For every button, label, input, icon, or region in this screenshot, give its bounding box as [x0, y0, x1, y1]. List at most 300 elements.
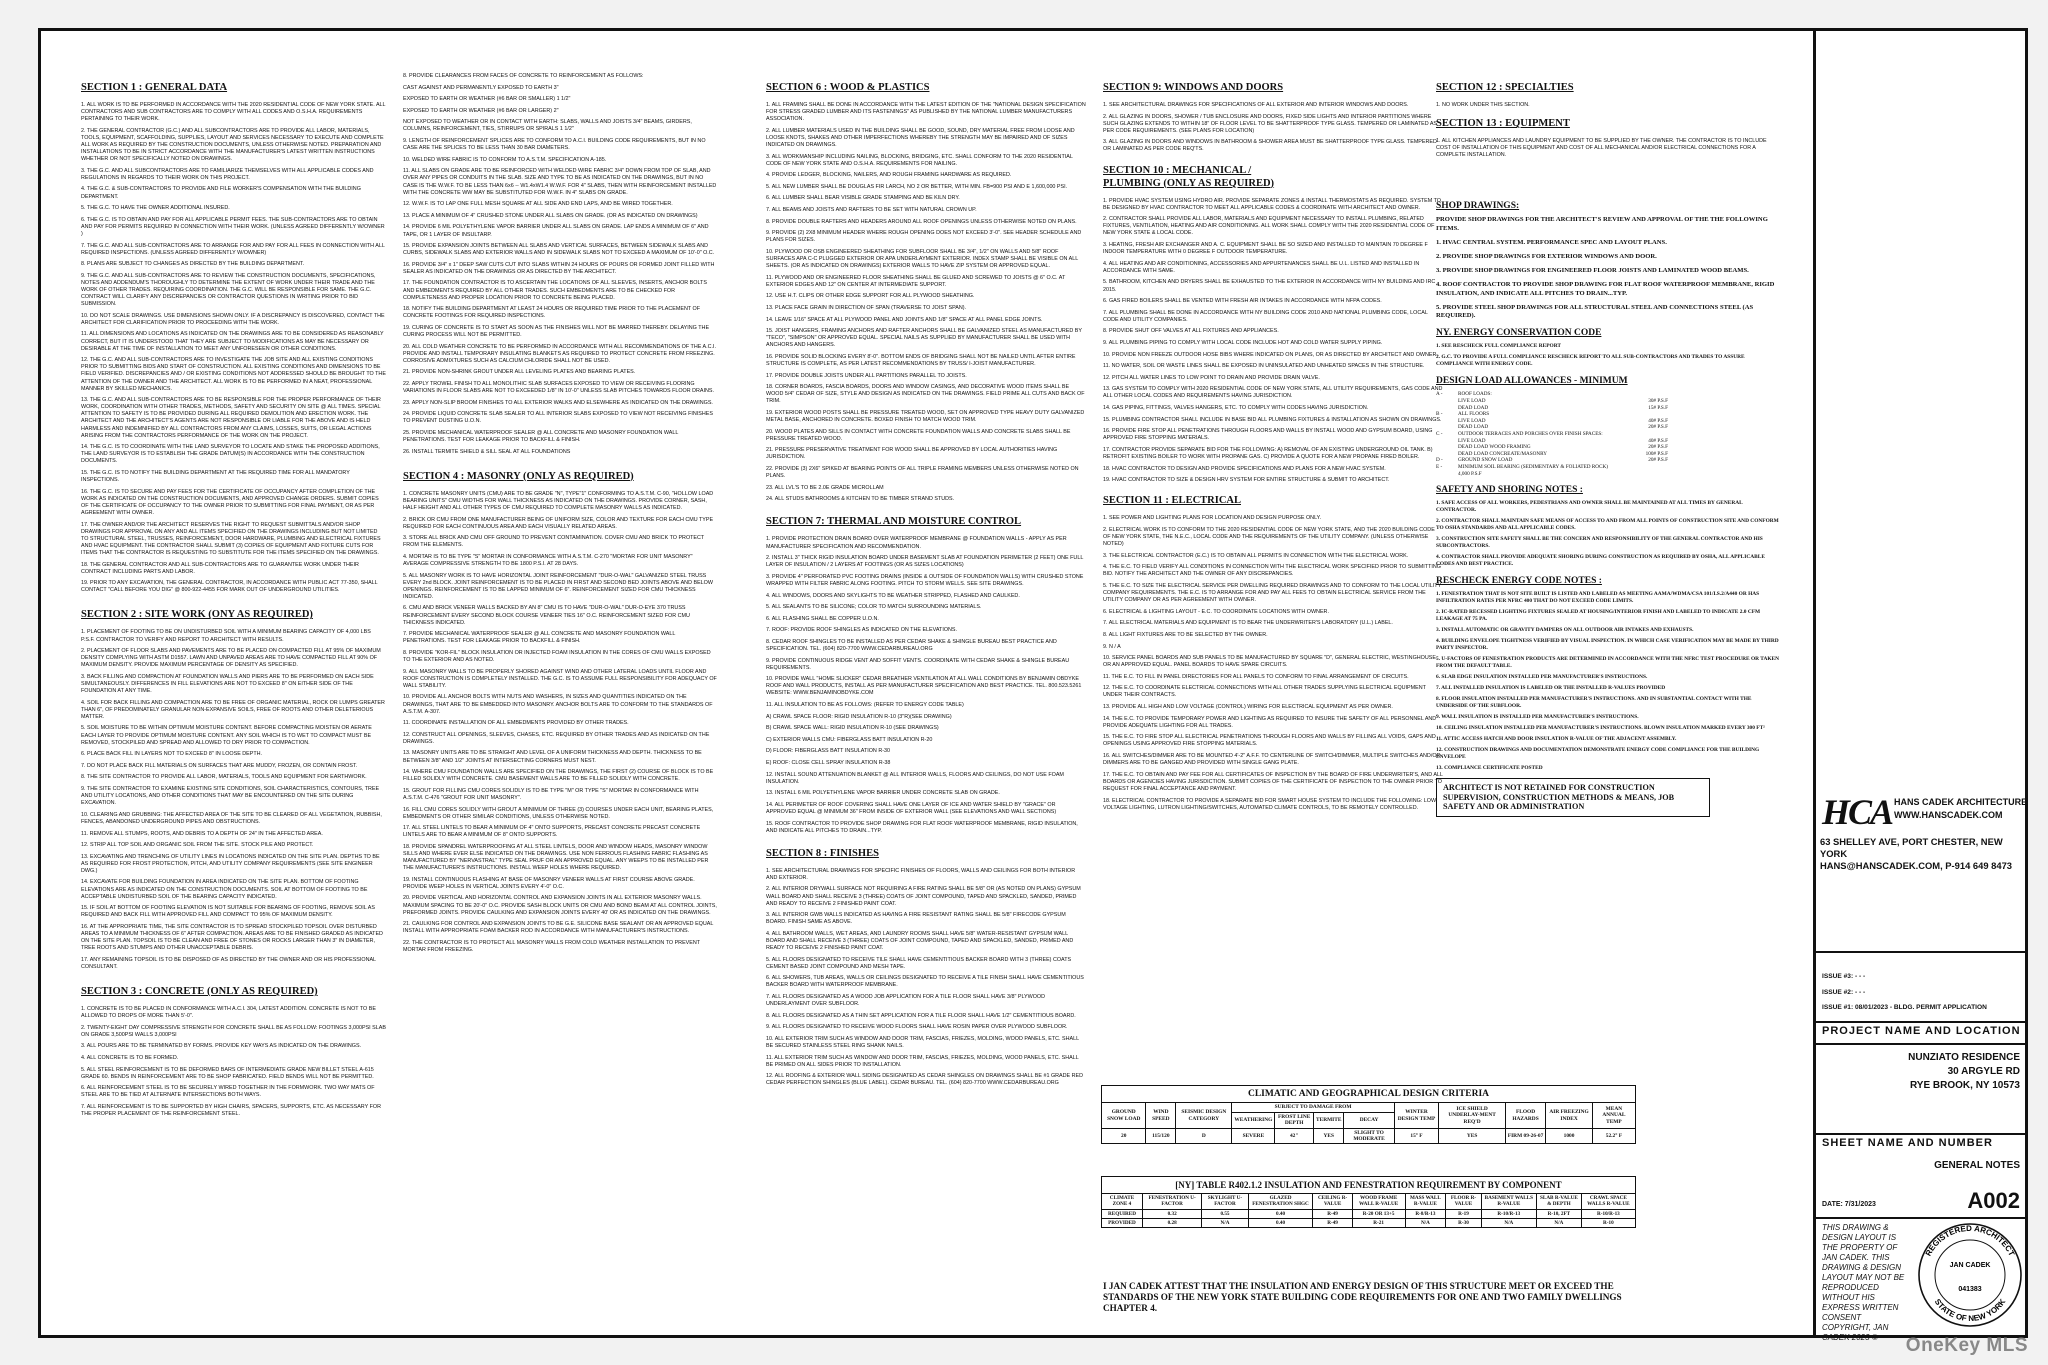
section-10-notes — [1103, 198, 1443, 485]
column-specialties-energy — [1436, 73, 1781, 817]
design-load-row — [1436, 444, 1781, 451]
design-load-value — [1608, 431, 1668, 438]
climate-value: 52.2° F — [1592, 1128, 1635, 1144]
design-load-label: ALL FLOORS — [1458, 411, 1490, 418]
insulation-value: R-20 OR 13+5 — [1352, 1209, 1405, 1218]
note-item: 22. THE CONTRACTOR IS TO PROTECT ALL MASONRY WALLS FROM COLD WEATHER INSTALLATION TO PREVENT MORTAR FROM FREEZING. — [403, 939, 700, 954]
climate-value: 15° F — [1394, 1128, 1439, 1144]
insulation-value: R-10, 2FT — [1537, 1209, 1582, 1218]
insulation-requirement-table — [1101, 1176, 1636, 1228]
design-load-row — [1436, 451, 1781, 458]
note-item: 5. THE G.C. TO HAVE THE OWNER ADDITIONAL INSURED. — [81, 205, 230, 212]
note-item: 2. INSTALL 3" THICK RIGID INSULATION BOARD UNDER BASEMENT SLAB AT FOUNDATION PERIMETER (2 FEET) ONE FULL LAYER OF INSULATION / 2 LAYERS AT FOOTINGS (OR AS SIZES LOCATIONS) — [766, 555, 1084, 569]
insulation-value: N/A — [1537, 1218, 1582, 1227]
seal-top-text: REGISTERED ARCHITECT — [1923, 1223, 2017, 1258]
design-load-label: OUTDOOR TERRACES AND PORCHES OVER FINISH SPACES: — [1458, 431, 1603, 438]
note-item: 5. THE E.C. TO SIZE THE ELECTRICAL SERVICE PER DWELLING REQUIRED DRAWINGS AND TO CONFORM TO THE LOCAL UTILITY COMPANY REQUIREMENTS. THE E.C. IS TO ARRANGE FOR AND PAY ALL FEES TO OBTAIN ELECTRICAL SERVICE FROM THE UTILITY COMPANY OR AS PER AGREEMENT WITH OWNER. — [1103, 582, 1441, 604]
note-item: 23. APPLY NON-SLIP BROOM FINISHES TO ALL EXTERIOR WALKS AND ELSEWHERE AS INDICATED ON THE DRAWINGS. — [403, 399, 713, 406]
note-item: 9. WALL INSULATION IS INSTALLED PER MANUFACTURER'S INSTRUCTIONS. — [1436, 714, 1639, 721]
design-load-value: 15# P.S.F — [1648, 404, 1668, 411]
note-item: 14. WHERE CMU FOUNDATION WALLS ARE SPECIFIED ON THE DRAWINGS, THE FIRST (2) COURSE OF BLOCK IS TO BE FILLED SOLIDLY WITH CONCRETE. CMU BASEMENT WALLS ARE TO BE FILLED SOLIDLY WITH CONCRETE. — [403, 769, 714, 783]
climate-value: YES — [1314, 1128, 1344, 1144]
note-item: 17. ALL STEEL LINTELS TO BEAR A MINIMUM OF 4" ONTO SUPPORTS, PRECAST CONCRETE PRECAST CONCRETE LINTELS ARE TO BEAR A MINIMUM OF 8" ONTO SUPPORTS. — [403, 825, 701, 839]
climate-value: D — [1176, 1128, 1232, 1144]
note-item: 7. THE G.C. AND ALL SUB-CONTRACTORS ARE TO ARRANGE FOR AND PAY FOR ALL FEES IN CONNECTION WITH ALL REQUIRED INSPECTIONS. (UNLESS AGREED DIFFERENTLY W/OWNER) — [81, 242, 385, 256]
note-item: 17. PROVIDE DOUBLE JOISTS UNDER ALL PARTITIONS PARALLEL TO JOISTS. — [766, 372, 967, 379]
note-item: 5. ALL SEALANTS TO BE SILICONE; COLOR TO MATCH SURROUNDING MATERIALS. — [766, 604, 982, 611]
rescheck-notes — [1436, 591, 1781, 772]
energy-code-title: NY. ENERGY CONSERVATION CODE — [1436, 328, 1602, 339]
note-item: 10. PROVIDE NON FREEZE OUTDOOR HOSE BIBS WHERE INDICATED ON PLANS, OR AS DIRECTED BY ARCHITECT AND OWNER. — [1103, 351, 1438, 358]
insulation-header: FLOOR R-VALUE — [1446, 1194, 1481, 1209]
note-item: 9. ALL FLOORS DESIGNATED TO RECEIVE WOOD FLOORS SHALL HAVE ROSIN PAPER OVER PLYWOOD SUBFLOOR. — [766, 1024, 1068, 1031]
note-item: 19. EXTERIOR WOOD POSTS SHALL BE PRESSURE TREATED WOOD, SET ON APPROVED TYPE HEAVY DUTY GALVANIZED METAL BASE, ANCHORED IN CONCRETE. BOXED FINISH TO MATCH WOOD TRIM. — [766, 410, 1085, 424]
insulation-value: R-30 — [1446, 1218, 1481, 1227]
climate-value: YES — [1439, 1128, 1505, 1144]
section-6-title: SECTION 6 : WOOD & PLASTICS — [766, 82, 930, 93]
design-load-value: 40# P.S.F — [1648, 437, 1668, 444]
note-item: 9. N / A — [1103, 643, 1121, 650]
note-item: 16. PROVIDE SOLID BLOCKING EVERY 8'-0". BOTTOM ENDS OF BRIDGING SHALL NOT BE NAILED UNTIL AFTER ENTIRE STRUCTURE IS COMPLETE, AS PER LATEST RECOMMENDATIONS BY TRUSS/ I-JOIST MANUFACTURER. — [766, 353, 1076, 368]
seal-name: JAN CADEK — [1949, 1262, 1991, 1269]
section-13-title: SECTION 13 : EQUIPMENT — [1436, 118, 1570, 130]
note-item: 10. PLYWOOD OR OSB ENGINEERED SHEATHING FOR SUBFLOOR SHALL BE 3/4", 1/2" ON WALLS AND 5/8" ROOF SURFACES APA C-C PLUGGED EXTERIOR OR APA UNDERLAYMENT EXTERIOR. INDEX STAMP SHALL BE VISIBLE ON ALL SHEETS. (OR AS INDICATED ON DRAWINGS) EXTERIOR WALLS TO HAVE ZIP SYSTEM OR APPROVED EQUAL. — [766, 248, 1079, 270]
note-item: 8. PROVIDE SHUT OFF VALVES AT ALL FIXTURES AND APPLIANCES. — [1103, 328, 1279, 335]
note-item: 12. THE G.C. AND ALL SUB-CONTRACTORS ARE TO INVESTIGATE THE JOB SITE AND ALL EXISTING CONDITIONS PRIOR TO SUBMITTING BIDS AND START OF CONSTRUCTION. ALL EXISTING CONDITIONS AND DIMENSIONS TO BE FIELD VERIFIED. DISCREPANCIES AND / OR EXISTING CONDITIONS NOT ADDRESSED SHOULD BE BROUGHT TO THE ATTENTION OF THE OWNER AND THE ARCHITECT. ALL WORK IS TO BE PERFORMED IN A NEAT, PROFESSIONAL MANNER BY SKILLED MECHANICS. — [81, 357, 386, 392]
design-load-label: DEAD LOAD — [1458, 404, 1489, 411]
climate-subheader: DECAY — [1344, 1112, 1394, 1128]
climate-header: SEISMIC DESIGN CATEGORY — [1176, 1103, 1232, 1128]
insulation-header: GLAZED FENESTRATION SHGC — [1248, 1194, 1313, 1209]
note-item: E) ROOF: CLOSE CELL SPRAY INSULATION R-38 — [766, 760, 891, 766]
note-item: 19. HVAC CONTRACTOR TO SIZE & DESIGN HRV SYSTEM FOR ENTIRE STRUCTURE & SUBMIT TO ARCHITECT. — [1103, 477, 1390, 484]
design-load-row — [1436, 405, 1781, 412]
note-item: 5. ALL FLOORS DESIGNATED TO RECEIVE TILE SHALL HAVE CEMENTITIOUS BACKER BOARD WITH 3 (THREE) COATS CEMENT BASED JOINT COMPOUND AND MESH TAPE. — [766, 956, 1072, 970]
note-item: 5. BATHROOM, KITCHEN AND DRYERS SHALL BE EXHAUSTED TO THE EXTERIOR IN ACCORDANCE WITH NY BUILDING AND IRC 2015. — [1103, 279, 1436, 293]
note-item: 1. PROVIDE HVAC SYSTEM USING HYDRO AIR. PROVIDE SEPARATE ZONES & INSTALL THERMOSTATS AS REQUIRED. SYSTEM TO BE DESIGNED BY HVAC CONTRACTOR TO MEET ALL APPLICABLE CODES & COORDINATE WITH ARCHITECT AND OWNER. — [1103, 197, 1441, 211]
note-item: 9. LENGTH OF REINFORCEMENT SPLICES ARE TO CONFORM TO A.C.I. BUILDING CODE REQUIREMENTS, BUT IN NO CASE ARE THE SPLICES TO BE LESS THAN 30 BAR DIAMETERS. — [403, 138, 706, 152]
note-item: 1. HVAC CENTRAL SYSTEM. PERFORMANCE SPEC AND LAYOUT PLANS. — [1436, 238, 1667, 246]
design-load-value: 40# P.S.F — [1648, 417, 1668, 424]
note-item: 13. PROVIDE ALL HIGH AND LOW VOLTAGE (CONTROL) WIRING FOR ELECTRICAL EQUIPMENT AS PER OWNER. — [1103, 704, 1393, 711]
note-item: 6. GAS FIRED BOILERS SHALL BE VENTED WITH FRESH AIR INTAKES IN ACCORDANCE WITH NFPA CODES. — [1103, 298, 1382, 305]
insulation-required-row — [1102, 1209, 1636, 1218]
note-item: 6. CMU AND BRICK VENEER WALLS BACKED BY AN 8" CMU IS TO HAVE "DUR-O-WAL" DUR-O-EYE 370 TRUSS REINFORCEMENT EVERY SECOND BLOCK COURSE VENEER TIES 16" O.C. REINFORCEMENT SIZED FOR CMU THICKNESS INDICATED. — [403, 605, 690, 626]
safety-notes-title: SAFETY AND SHORING NOTES : — [1436, 485, 1583, 496]
note-item: 5. ALL MASONRY WORK IS TO HAVE HORIZONTAL JOINT REINFORCEMENT "DUR-O-WAL" GALVANIZED STEEL TRUSS EVERY 2nd BLOCK. JOINT REINFORCEMENT IS TO BE PLACED IN FIRST AND SECOND BED JOINTS ABOVE AND BELOW OPENINGS. REINFORCEMENT IS TO BE LAPPED MINIMUM OF 6". REINFORCEMENT SIZED FOR CMU THICKNESS INDICATED. — [403, 572, 713, 600]
design-load-label: DEAD LOAD CONCREATE/MASONRY — [1458, 450, 1548, 457]
drawing-date: DATE: 7/31/2023 — [1822, 1201, 1876, 1208]
note-item: 6. ALL SHOWERS, TUB AREAS, WALLS OR CEILINGS DESIGNATED TO RECEIVE A TILE FINISH SHALL HAVE CEMENTITIOUS BACKER BOARD WITH WATERPROOF MEMBRANE. — [766, 975, 1084, 989]
design-load-label: DEAD LOAD — [1458, 424, 1489, 431]
note-item: 14. LEAVE 1/16" SPACE AT ALL PLYWOOD PANEL AND JOINTS AND 1/8" SPACE AT ALL PANEL EDGE JOINTS. — [766, 316, 1043, 323]
note-item: 13. THE G.C. AND ALL SUB-CONTRACTORS ARE TO BE RESPONSIBLE FOR THE PROPER PERFORMANCE OF THEIR WORK, COORDINATION WITH OTHER TRADES, METHODS, SAFETY AND SECURITY ON SITE @ ALL TIMES. SPECIAL ATTENTION TO SAFETY IS TO BE PROVIDED DURING ALL REQUIRED DEMOLITION AND ERECTION WORK. THE ARCHITECT AND THE ARCHITECT'S AGENTS ARE NOT RESPONSIBLE OR LIABLE FOR THE ABOVE AND IS HELD HARMLESS AND INDEMNIFIED BY ALL CONTRACTORS FROM ANY CLAIMS, LOSSES, SUITS, OR LEGAL ACTIONS ARISING FROM THE CONTRACTORS PERFORMANCE OF THE WORK ON THE PROJECT. — [81, 397, 381, 439]
note-item: 7. ALL BEAMS AND JOISTS AND RAFTERS TO BE SET WITH NATURAL CROWN UP. — [766, 207, 977, 214]
climate-value: 115/120 — [1146, 1128, 1176, 1144]
design-load-label: ROOF LOADS: — [1458, 391, 1492, 398]
note-item: 5. ALL NEW LUMBER SHALL BE DOUGLAS FIR LARCH, NO 2 OR BETTER, WITH MIN. FB=900 PSI AND E 1,600,000 PSI. — [766, 183, 1068, 190]
note-item: 22. APPLY TROWEL FINISH TO ALL MONOLITHIC SLAB SURFACES EXPOSED TO VIEW OR RECEIVING FLOORING VARIATIONS IN FLOOR SLABS ARE NOT TO EXCEEDED 1/8" IN 10'-0" UNLESS SLAB PITCHES TOWARDS FLOOR DRAINS. — [403, 381, 715, 395]
note-item: 12. PITCH ALL WATER LINES TO LOW POINT TO DRAIN AND PROVIDE DRAIN VALVE. — [1103, 374, 1320, 381]
note-item: 2. PROVIDE SHOP DRAWINGS FOR EXTERIOR WINDOWS AND DOOR. — [1436, 253, 1657, 261]
note-item: 16. ALL SWITCHES/DIMMER ARE TO BE MOUNTED 4'-2" A.F.F. TO CENTERLINE OF SWITCH/DIMMER, MULTIPLE SWITCHES AND/OR DIMMERS ARE TO BE GANGED AND PROVIDED WITH SINGLE GANG PLATE. — [1103, 753, 1441, 767]
note-item: 7. ALL ELECTRICAL MATERIALS AND EQUIPMENT IS TO BEAR THE UNDERWRITER'S LABORATORY (U.L.) LABEL. — [1103, 620, 1393, 627]
architect-disclaimer: ARCHITECT IS NOT RETAINED FOR CONSTRUCTION SUPERVISION, CONSTRUCTION METHODS & MEANS, JOB SAFETY AND OR ADMINISTRATION — [1436, 778, 1710, 817]
climate-header: ICE SHIELD UNDERLAY-MENT REQ'D — [1439, 1103, 1505, 1128]
climate-table-caption: CLIMATIC AND GEOGRAPHICAL DESIGN CRITERIA — [1102, 1086, 1636, 1103]
note-item: 18. NOTIFY THE BUILDING DEPARTMENT AT LEAST 24 HOURS OR REQUIRED TIME PRIOR TO THE PLACEMENT OF CONCRETE FOOTINGS FOR REQUIRED INSPECTIONS. — [403, 306, 701, 320]
note-item: 10. DO NOT SCALE DRAWINGS. USE DIMENSIONS SHOWN ONLY. IF A DISCREPANCY IS DISCOVERED, CONTACT THE ARCHITECT FOR CLARIFICATION PRIOR TO PROCEEDING WITH THE WORK. — [81, 312, 385, 326]
note-item: 4. ALL HEATING AND AIR CONDITIONING, ACCESSORIES AND APPURTENANCES SHALL BE U.L. LISTED AND INSTALLED IN ACCORDANCE WITH SAME. — [1103, 260, 1420, 274]
note-item: 2. PLACEMENT OF FLOOR SLABS AND PAVEMENTS ARE TO BE PLACED ON COMPACTED FILL AT 95% OF MAXIMUM DENSITY COMPLYING WITH ASTM D1557. LAWN AND UNPAVED AREAS ARE TO HAVE COMPACTED FILL AT 90% OF MAXIMUM DENSITY. PROVIDE MAXIMUM PERCENTAGE OF DENSITY AS SPECIFIED. — [81, 648, 381, 669]
note-item: 2. ALL INTERIOR DRYWALL SURFACE NOT REQUIRING A FIRE RATING SHALL BE 5/8" OR (AS NOTED ON PLANS) GYPSUM WALL BOARD AND SHALL RECEIVE 3 (THREE) COATS OF JOINT COMPOUND, TAPED AND SPACKLED, SANDED, PRIMED AND READY TO RECEIVE 2 FINISHED PAINT COAT. — [766, 886, 1081, 907]
note-item: 15. PLUMBING CONTRACTOR SHALL INCLUDE IN BASE BID ALL PLUMBING FIXTURES & INSTALLATION AS SHOWN ON DRAWINGS. — [1103, 416, 1442, 423]
insulation-header: WOOD FRAME WALL R-VALUE — [1352, 1194, 1405, 1209]
note-item: 12. THE E.C. TO COORDINATE ELECTRICAL CONNECTIONS WITH ALL OTHER TRADES SUPPLYING ELECTRICAL EQUIPMENT UNDER THEIR CONTRACTS. — [1103, 685, 1426, 699]
note-item: 1. SEE ARCHITECTURAL DRAWINGS FOR SPECIFIC FINISHES OF FLOORS, WALLS AND CEILINGS FOR BOTH INTERIOR AND EXTERIOR. — [766, 867, 1076, 881]
insulation-value: R-8/R-13 — [1405, 1209, 1446, 1218]
note-item: 10. PROVIDE WALL "HOME SLICKER" CEDAR BREATHER VENTILATION AT ALL WALL CONDITIONS BY BENJAMIN OBDYKE ROOF AND WALL PRODUCTS, INSTALL AS PER MANUFACTURER SPECIFICATION AND BEST PRACTICE. TEL. 800.523.5261 WEBSITE: WWW.BENJAMINOBDYKE.COM — [766, 676, 1082, 697]
issue-3: ISSUE #3: - - - — [1822, 973, 1866, 980]
sheet-heading: SHEET NAME AND NUMBER — [1822, 1137, 1993, 1149]
note-item: 7. ALL FLOORS DESIGNATED AS A WOOD JOB APPLICATION FOR A TILE FLOOR SHALL HAVE 3/8" PLYWOOD UNDERLAYMENT OVER SUBFLOOR. — [766, 994, 1046, 1008]
note-item: 4. ROOF CONTRACTOR TO PROVIDE SHOP DRAWING FOR FLAT ROOF WATERPROOF MEMBRANE, RIGID INSULATION, AND INDICATE ALL PITCHES TO DRAIN...TYP. — [1436, 281, 1775, 297]
note-item: 2. BRICK OR CMU FROM ONE MANUFACTURER BEING OF UNIFORM SIZE, COLOR AND TEXTURE FOR EACH CMU TYPE REQUIRED FOR EACH CONTINUOUS AREA AND EACH VISUALLY RELATED AREAS. — [403, 516, 714, 530]
note-item: 6. THE G.C. IS TO OBTAIN AND PAY FOR ALL APPLICABLE PERMIT FEES. THE SUB-CONTRACTORS ARE TO OBTAIN AND PAY FOR PERMITS REQUIRED IN CONNECTION WITH THEIR WORK. (UNLESS AGREED DIFFERENTLY W/OWNER ) — [81, 216, 385, 237]
issue-list — [1822, 969, 1987, 1016]
note-item: 4. SOIL FOR BACK FILLING AND COMPACTION ARE TO BE FREE OF ORGANIC MATERIAL, ROCK OR LUMPS GREATER THAN 6", OF PREDOMINATELY GRANULAR NON-EXPANSIVE SOILS, FREE OF ROOTS AND OTHER DELETERIOUS MATTER. — [81, 699, 385, 720]
note-item: 1. SEE POWER AND LIGHTING PLANS FOR LOCATION AND DESIGN PURPOSE ONLY. — [1103, 515, 1322, 522]
note-item: 13. EXCAVATING AND TRENCHING OF UTILITY LINES IN LOCATIONS INDICATED ON THE SITE PLAN. DEPTHS TO BE AS REQUIRED FOR FROST PROTECTION, PITCH, AND UTILITY COMPANY REQUIREMENTS (SEE SITE ENGINEER DWG.) — [81, 853, 380, 874]
design-load-value: 20# P.S.F — [1648, 444, 1668, 451]
safety-notes — [1436, 500, 1781, 568]
note-item: 8. FLOOR INSULATION INSTALLED PER MANUFACTURER'S INSTRUCTIONS. AND IN SUBSTANTIAL CONTACT WITH THE UNDERSIDE OF THE SUBFLOOR. — [1436, 696, 1752, 710]
note-item: 15. IF SOIL AT BOTTOM OF FOOTING ELEVATION IS NOT SUITABLE FOR BEARING OF FOOTING, REMOVE SOIL AS REQUIRED AND BACK FILL WITH APPROVED FILL AND COMPACT TO 95% OF MAXIMUM DENSITY. — [81, 905, 375, 919]
energy-code-notes — [1436, 343, 1781, 368]
design-load-label: LIVE LOAD — [1458, 417, 1486, 424]
note-item: 11. ALL EXTERIOR TRIM SUCH AS WINDOW AND DOOR TRIM, FASCIAS, FRIEZES, MOLDING, WOOD PANELS, ETC. SHALL BE PRIMED ON ALL SIDES PRIOR TO INSTALLATION. — [766, 1054, 1079, 1068]
note-item: 11. ALL SLABS ON GRADE ARE TO BE REINFORCED WITH WELDED WIRE FABRIC 3/4" DOWN FROM TOP OF SLAB, AND OVER ANY PIPES OR CONDUITS IN THE SLAB. SIZE AND TYPE TO BE AS INDICATED ON THE DRAWINGS, BUT IN NO CASE IS THE W.W.F. TO BE LESS THAN 6x6 -- W1.4xW1.4 W.W.F. FOR 4" SLABS, THEN WITH REINFORCEMENT INSTALLED WITH THE CONCRETE WW MAY BE SUBSTITUTED FOR W.W.F. IN 4" SLABS ON GRADE. — [403, 168, 717, 196]
note-item: 3. ALL GLAZING IN DOORS AND WINDOWS IN BATHROOM & SHOWER AREA MUST BE SHATTERPROOF TYPE GLASS. TEMPERED OR LAMINATED AS PER CODE REQ'TS. — [1103, 139, 1437, 153]
note-item: 1. ALL FRAMING SHALL BE DONE IN ACCORDANCE WITH THE LATEST EDITION OF THE "NATIONAL DESIGN SPECIFICATION FOR STRESS GRADED LUMBER AND ITS FASTENINGS" AS PUBLISHED BY THE NATIONAL LUMBER MANUFACTURERS ASSOCIATION. — [766, 102, 1086, 123]
note-item: 1. CONCRETE IS TO BE PLACED IN CONFORMANCE WITH A.C.I. 304, LATEST ADDITION. CONCRETE IS NOT TO BE ALLOWED TO DROPS OF MORE THAN 5'-0". — [81, 1006, 376, 1020]
note-item: 2. G.C. TO PROVIDE A FULL COMPLIANCE RESCHECK REPORT TO ALL SUB-CONTRACTORS AND TRADES TO ASSURE COMPLIANCE WITH ENERGY CODE. — [1436, 354, 1745, 368]
climate-value: SEVERE — [1232, 1128, 1275, 1144]
insulation-table-caption: [NY] TABLE R402.1.2 INSULATION AND FENESTRATION REQUIREMENT BY COMPONENT — [1102, 1177, 1636, 1194]
insulation-value: 0.32 — [1142, 1209, 1201, 1218]
note-item: 10. WELDED WIRE FABRIC IS TO CONFORM TO A.S.T.M. SPECIFICATION A-185. — [403, 156, 607, 163]
design-load-key: B - — [1436, 411, 1443, 418]
design-load-label: DEAD LOAD WOOD FRAMING — [1458, 444, 1531, 451]
note-item: 1. SEE ARCHITECTURAL DRAWINGS FOR SPECIFICATIONS OF ALL EXTERIOR AND INTERIOR WINDOWS AND DOORS. — [1103, 102, 1409, 108]
insulation-value: R-49 — [1313, 1209, 1352, 1218]
climate-value: SLIGHT TO MODERATE — [1344, 1128, 1394, 1144]
note-item: 9. THE G.C. AND ALL SUB-CONTRACTORS ARE TO REVIEW THE CONSTRUCTION DOCUMENTS, SPECIFICATIONS, NOTES AND ADDENDUM'S THOROUGHLY TO DETERMINE THE EXTENT OF WORK UNDER THEIR TRADE AND THE WORK OF OTHER TRADES. REQUIRING COORDINATION. THE G.C. WILL BE RESPONSIBLE FOR SAME. THE G.C. CONTRACT WILL CLARIFY ANY DISCREPANCIES OR CONTRACTOR QUESTIONS IN WRITING PRIOR TO BID SUBMISSION. — [81, 272, 376, 308]
firm-name: HANS CADEK ARCHITECTURE — [1894, 797, 2028, 807]
note-item: EXPOSED TO EARTH OR WEATHER (#6 BAR OR LARGER) 2" — [403, 107, 559, 114]
section-13-notes — [1436, 138, 1781, 159]
design-load-key: A - — [1436, 391, 1443, 398]
note-item: 11. COORDINATE INSTALLATION OF ALL EMBEDMENTS PROVIDED BY OTHER TRADES. — [403, 720, 629, 727]
column-doors-mech-elec — [1103, 73, 1443, 816]
note-item: 15. THE E.C. TO FIRE STOP ALL ELECTRICAL PENETRATIONS THROUGH FLOORS AND WALLS BY FILLING ALL VOIDS, GAPS AND OPENINGS USING APPROVED FIRE STOPPING MATERIALS. — [1103, 734, 1436, 748]
sheet-name: GENERAL NOTES — [1934, 1160, 2020, 1171]
note-item: 4. ALL BATHROOM WALLS, WET AREAS, AND LAUNDRY ROOMS SHALL HAVE 5/8" WATER-RESISTANT GYPSUM WALL BOARD AND SHALL RECEIVE 3 (THREE) COATS OF JOINT COMPOUND, TAPED AND SPACKLED, SANDED, PRIMED AND READY TO RECEIVE 2 FINISHED PAINT COAT. — [766, 930, 1074, 952]
insulation-header: MASS WALL R-VALUE — [1405, 1194, 1446, 1209]
note-item: 2. TWENTY-EIGHT DAY COMPRESSIVE STRENGTH FOR CONCRETE SHALL BE AS FOLLOW: FOOTINGS 3,000PSI SLAB ON GRADE 3,500PSI WALLS 3,000PSI — [81, 1024, 386, 1038]
copyright-notice: THIS DRAWING & DESIGN LAYOUT IS THE PROPERTY OF JAN CADEK. THIS DRAWING & DESIGN LAYOUT MAY NOT BE REPRODUCED WITHOUT HIS EXPRESS WRITTEN CONSENT COPYRIGHT, JAN CADEK 2023 © — [1822, 1223, 1905, 1342]
design-load-key — [1436, 438, 1458, 445]
section-6-notes — [766, 102, 1086, 503]
note-item: 4. BUILDING ENVELOPE TIGHTNESS VERIFIED BY VISUAL INSPECTION. IN WHICH CASE VERIFICATION MAY BE MADE BY THIRD PARTY INSPECTOR. — [1436, 638, 1779, 652]
climate-value: 42" — [1275, 1128, 1314, 1144]
note-item: 14. PROVIDE 6 MIL POLYETHYLENE VAPOR BARRIER UNDER ALL SLABS ON GRADE. LAP ENDS A MINIMUM OF 6" AND TAPE, OR 1 LAYER OF INSULTARP. — [403, 224, 709, 238]
drawing-sheet — [38, 28, 2028, 1342]
note-item: 4. PROVIDE LEDGER, BLOCKING, NAILERS, AND ROUGH FRAMING HARDWARE AS REQUIRED. — [766, 172, 1012, 179]
note-item: 24. PROVIDE LIQUID CONCRETE SLAB SEALER TO ALL INTERIOR SLABS EXPOSED TO VIEW NOT RECEIVING FINISHES TO PREVENT DUSTING U.O.N. — [403, 411, 713, 425]
section-1-title: SECTION 1 : GENERAL DATA — [81, 82, 228, 93]
note-item: 18. HVAC CONTRACTOR TO DESIGN AND PROVIDE SPECIFICATIONS AND PLANS FOR A NEW HVAC SYSTEM. — [1103, 465, 1386, 472]
note-item: 21. CAULKING FOR CONTROL AND EXPANSION JOINTS TO BE G.E. SILICONE BASE SEALANT OR AN APPROVED EQUAL INSTALL WITH APPROPRIATE FOAM BACKER ROD IN ACCORDANCE WITH MANUFACTURER'S INSTRUCTIONS. — [403, 921, 714, 935]
note-item: 3. ALL POURS ARE TO BE TERMINATED BY FORMS. PROVIDE KEY WAYS AS INDICATED ON THE DRAWINGS. — [81, 1043, 362, 1050]
firm-address — [1820, 836, 2030, 872]
insulation-value: 0.40 — [1248, 1209, 1313, 1218]
insulation-header: SLAB R-VALUE & DEPTH — [1537, 1194, 1582, 1209]
note-item: 1. PROVIDE PROTECTION DRAIN BOARD OVER WATERPROOF MEMBRANE @ FOUNDATION WALLS - APPLY AS PER MANUFACTURER SPECIFICATION AND RECOMMENDATION. — [766, 536, 1067, 550]
note-item: 14. THE G.C. IS TO COORDINATE WITH THE LAND SURVEYOR TO LOCATE AND STAKE THE PROPOSED ADDITIONS, THE LAND SURVEYOR IS TO ESTABLISH THE GRADE DATUM(S) IN ACCORDANCE WITH THE CONSTRUCTION DOCUMENTS. — [81, 444, 380, 465]
section-9-title: SECTION 9: WINDOWS AND DOORS — [1103, 82, 1284, 93]
note-item: 13. INSTALL 6 MIL POLYETHYLENE VAPOR BARRIER UNDER CONCRETE SLAB ON GRADE. — [766, 790, 1000, 797]
hca-logo: HCA — [1822, 792, 1893, 832]
note-item: 21. PROVIDE NON-SHRINK GROUT UNDER ALL LEVELING PLATES AND BEARING PLATES. — [403, 369, 636, 376]
note-item: 2. CONTRACTOR SHALL PROVIDE ALL LABOR, MATERIALS AND EQUIPMENT NECESSARY TO INSTALL PLUMBING, RELATED FIXTURES, VENTILATION, HEATING AND AIR CONDITIONING. ALL WORK SHALL COMPLY WITH THE 2020 RESIDENTIAL CODE OF NEW YORK STATE & LOCAL CODE. — [1103, 216, 1435, 237]
project-name: NUNZIATO RESIDENCE — [1908, 1052, 2020, 1063]
note-item: 24. ALL STUDS BATHROOMS & KITCHEN TO BE TIMBER STRAND STUDS. — [766, 496, 955, 503]
section-3-notes — [81, 1006, 386, 1118]
climate-header: GROUND SNOW LOAD — [1102, 1103, 1146, 1128]
section-2-notes — [81, 629, 386, 971]
note-item: 10. SERVICE PANEL BOARDS AND SUB PANELS TO BE MANUFACTURED BY SQUARE "D", GENERAL ELECTRIC, WESTINGHOUSE OR AN APPROVED EQUAL. PANEL BOARDS TO HAVE SPARE CIRCUITS. — [1103, 655, 1436, 669]
note-item: 18. THE GENERAL CONTRACTOR AND ALL SUB-CONTRACTORS ARE TO GUARANTEE WORK UNDER THEIR CONTRACT INCLUDING PARTS AND LABOR. — [81, 561, 359, 575]
firm-contact-line: HANS@HANSCADEK.COM, P-914 649 8473 — [1820, 860, 2013, 871]
climate-criteria-table — [1101, 1085, 1636, 1144]
note-item: 8. PROVIDE "KOR-FIL" BLOCK INSULATION OR INJECTED FOAM INSULATION IN THE CORES OF CMU WALLS EXPOSED TO THE EXTERIOR AND AS NOTED. — [403, 649, 711, 664]
note-item: 13. MASONRY UNITS ARE TO BE STRAIGHT AND LEVEL OF A UNIFORM THICKNESS AND DEPTH. THICKNESS TO BE BETWEEN 3/8" AND 1/2" JOINTS AT INTERSECTING CORNERS MUST NEST. — [403, 750, 702, 764]
note-item: 16. FILL CMU CORES SOLIDLY WITH GROUT A MINIMUM OF THREE (3) COURSES UNDER EACH UNIT, BEARING PLATES, EMBEDMENTS OR OTHER SIMILAR CONDITIONS, UNLESS OTHERWISE NOTED. — [403, 806, 714, 820]
note-item: 11. THE E.C. TO FILL IN PANEL DIRECTORIES FOR ALL PANELS TO CONFORM TO FINAL ARRANGEMENT OF CIRCUITS. — [1103, 673, 1409, 680]
svg-text:REGISTERED ARCHITECT — [1924, 1224, 2017, 1258]
shop-drawings-list — [1436, 216, 1781, 320]
note-item: 8. ALL LIGHT FIXTURES ARE TO BE SELECTED BY THE OWNER. — [1103, 631, 1268, 638]
note-item: 11. ALL INSULATION TO BE AS FOLLOWS: (REFER TO ENERGY CODE TABLE) — [766, 702, 964, 709]
note-item: 3. ALL INTERIOR GWB WALLS INDICATED AS HAVING A FIRE RESISTANT RATING SHALL BE 5/8" FIRECODE GYPSUM BOARD. FINISH SAME AS ABOVE. — [766, 912, 1066, 926]
note-item: 5. PROVIDE STEEL SHOP DRAWINGS FOR ALL STRUCTURAL STEEL AND CONNECTIONS STEEL (AS REQUIRED). — [1436, 303, 1754, 320]
climate-values-row — [1102, 1128, 1636, 1144]
architect-seal-icon — [1916, 1221, 2024, 1329]
note-item: 17. THE FOUNDATION CONTRACTOR IS TO ASCERTAIN THE LOCATIONS OF ALL SLEEVES, INSERTS, ANCHOR BOLTS AND EMBEDMENTS REQUIRED BY ALL OTHER TRADES. SUCH EMBEDMENTS ARE TO BE CHECKED FOR COMPLETENESS AND PROPER LOCATION PRIOR TO CONCRETE BEING PLACED. — [403, 280, 707, 301]
note-item: 25. PROVIDE MECHANICAL WATERPROOF SEALER @ ALL CONCRETE AND MASONRY FOUNDATION WALL PENETRATIONS. TEST FOR LEAKAGE PRIOR TO BACKFILL & FINISH. — [403, 429, 679, 444]
climate-header: FLOOD HAZARDS — [1505, 1103, 1546, 1128]
note-item: 16. AT THE APPROPRIATE TIME, THE SITE CONTRACTOR IS TO SPREAD STOCKPILED TOPSOIL OVER DISTURBED AREAS TO A MINIMUM THICKNESS OF 6" AFTER COMPACTION. AREAS ARE TO BE FINISHED GRADED AS INDICATED ON THE SITE PLAN. TOPSOIL IS TO BE CLEAN AND FREE OF STONES OR ROCKS LARGER THAN 3" IN DIAMETER, TREE ROOTS AND STUMPS AND OTHER UNACCEPTABLE DEBRIS. — [81, 923, 383, 952]
insulation-value: 0.55 — [1202, 1209, 1248, 1218]
note-item: 12. CONSTRUCTION DRAWINGS AND DOCUMENTATION DEMONSTRATE ENERGY CODE COMPLIANCE FOR THE BUILDING ENVELOPE — [1436, 747, 1760, 761]
note-item: 12. USE H.T. CLIPS OR OTHER EDGE SUPPORT FOR ALL PLYWOOD SHEATHING. — [766, 293, 975, 300]
climate-header: AIR FREEZING INDEX — [1546, 1103, 1593, 1128]
note-item: 10. ALL EXTERIOR TRIM SUCH AS WINDOW AND DOOR TRIM, FASCIAS, FRIEZES, MOLDING, WOOD PANELS, ETC. SHALL BE SECURED STAINLESS STEEL RING SHANK NAILS. — [766, 1035, 1079, 1050]
note-item: 16. PROVIDE 3/4" x 1" DEEP SAW CUTS CUT INTO SLABS WITHIN 24 HOURS OF POURS OR FORMED JOINT FILLED WITH SEALER AS INDICATED ON THE DRAWINGS OR AS DIRECTED BY THE ARCHITECT. — [403, 261, 715, 275]
title-block — [1813, 31, 2028, 1342]
project-name-location — [1908, 1051, 2020, 1093]
design-load-key — [1436, 424, 1458, 431]
note-item: 1. ALL KITCHEN APPLIANCES AND LAUNDRY EQUIPMENT TO BE SUPPLIED BY THE OWNER. THE CONTRACTOR IS TO INCLUDE COST OF INSTALLATION OF THIS EQUIPMENT AND COST OF ALL MECHANICAL AND/OR ELECTRICAL CONNECTIONS FOR A COMPLETE INSTALLATION. — [1436, 138, 1767, 159]
note-item: 10. CEILING INSULATION INSTALLED PER MANUFACTURER'S INSTRUCTIONS. BLOWN INSULATION MARKED EVERY 300 FT² — [1436, 725, 1765, 732]
design-loads-title: DESIGN LOAD ALLOWANCES - MINIMUM — [1436, 376, 1628, 387]
note-item: 17. CONTRACTOR PROVIDE SEPARATE BID FOR THE FOLLOWING: A) REMOVAL OF AN EXISTING UNDERGROUND OIL TANK. B) RETROFIT EXISTING BOILER TO WORK WITH PROPANE GAS. C) PROVIDE A QUOTE FOR A NEW PROPANE FIRED BOILER. — [1103, 446, 1433, 460]
note-item: 3. STORE ALL BRICK AND CMU OFF GROUND TO PREVENT CONTAMINATION. COVER CMU AND BRICK TO PROTECT FROM THE ELEMENTS. — [403, 535, 705, 549]
note-item: 4. THE E.C. TO FIELD VERIFY ALL CONDITIONS IN CONNECTION WITH THE ELECTRICAL WORK SPECIFIED PRIOR TO SUBMITTING BID. NOTIFY THE ARCHITECT AND THE OWNER OF ANY DISCREPANCIES. — [1103, 564, 1441, 578]
note-item: 4. THE G.C. & SUB-CONTRACTORS TO PROVIDE AND FILE WORKER'S COMPENSATION WITH THE BUILDING DEPARTMENT. — [81, 186, 361, 200]
note-item: 15. JOIST HANGERS, FRAMING ANCHORS AND RAFTER ANCHORS SHALL BE GALVANIZED STEEL AS MANUFACTURED BY "TECO", "SIMPSON" OR APPROVED EQUAL. SPECIAL NAILS AS SUPPLIED BY MANUFACTURER SHALL BE USED WITH ANCHORS AND HANGERS. — [766, 328, 1082, 349]
note-item: 13. GAS SYSTEM TO COMPLY WITH 2020 RESIDENTIAL CODE OF NEW YORK STATE, ALL UTILITY REQUIREMENTS, GAS CODE AND ALL OTHER LOCAL CODES AND REQUIREMENTS HAVING JURISDICTION. — [1103, 386, 1443, 400]
note-item: 8. ALL FLOORS DESIGNATED AS A THIN SET APPLICATION FOR A TILE FLOOR SHALL HAVE 1/2" CEMENTITIOUS BOARD. — [766, 1012, 1076, 1019]
design-load-value: 100# P.S.F — [1645, 450, 1668, 457]
insulation-value: 0.40 — [1248, 1218, 1313, 1227]
insulation-value: N/A — [1202, 1218, 1248, 1227]
note-item: 4. ALL WINDOWS, DOORS AND SKYLIGHTS TO BE WEATHER STRIPPED, FLASHED AND CAULKED. — [766, 592, 1020, 599]
note-item: 17. THE E.C. TO OBTAIN AND PAY FEE FOR ALL CERTIFICATES OF INSPECTION BY THE BOARD OF FIRE UNDERWRITER'S, AND ALL BOARDS OR AGENCIES HAVING JURISDICTION. SUBMIT COPIES OF THE CERTIFICATE OF INSPECTION TO THE OWNER PRIOR TO REQUEST FOR FINAL ACCEPTANCE AND PAYMENT. — [1103, 771, 1443, 792]
note-item: 8. CEDAR ROOF SHINGLES TO BE INSTALLED AS PER CEDAR SHAKE & SHINGLE BUREAU BEST PRACTICE AND SPECIFICATION. TEL. (604) 820-7700 WWW.CEDARBUREAU.ORG — [766, 638, 1057, 652]
section-3-notes-continued — [403, 73, 718, 456]
note-item: 15. GROUT FOR FILLING CMU CORES SOLIDLY IS TO BE TYPE "M" OR TYPE "S" MORTAR IN CONFORMANCE WITH A.S.T.M. C-476 "GROUT FOR UNIT MASONRY". — [403, 787, 699, 801]
note-item: 1. FENESTRATION THAT IS NOT SITE BUILT IS LISTED AND LABELED AS MEETING AAMA/WDMA/CSA 101/I.S.2/A440 OR HAS INFILTRATION RATES PER NFRC 400 THAT DO NOT EXCEED CODE LIMITS. — [1436, 591, 1760, 605]
note-item: 8. PROVIDE DOUBLE RAFTERS AND HEADERS AROUND ALL ROOF OPENINGS UNLESS OTHERWISE NOTED ON PLANS. — [766, 218, 1077, 225]
design-load-row — [1436, 438, 1781, 445]
note-item: 2. THE GENERAL CONTRACTOR (G.C.) AND ALL SUBCONTRACTORS ARE TO PROVIDE ALL LABOR, MATERIALS, TOOLS, EQUIPMENT, SCAFFOLDING, SUPPLIES, LAYOUT AND SERVICES NECESSARY TO EXECUTE AND COMPLETE ALL WORK AS REQUIRED BY THE CONSTRUCTION DOCUMENTS, UNLESS OTHERWISE NOTED. PREPARATION AND INSTALLATIONS TO BE IN STRICT ACCORDANCE WITH THE MANUFACTURER'S LATEST WRITTEN INSTRUCTIONS WHETHER OR NOT SPECIFICALLY NOTED ON DRAWINGS. — [81, 127, 384, 163]
note-item: 5. U-FACTORS OF FENESTRATION PRODUCTS ARE DETERMINED IN ACCORDANCE WITH THE NFRC TEST PROCEDURE OR TAKEN FROM THE DEFAULT TABLE. — [1436, 656, 1780, 670]
design-load-value: 30# P.S.F — [1648, 398, 1668, 405]
shop-drawings-intro: PROVIDE SHOP DRAWINGS FOR THE ARCHITECT'S REVIEW AND APPROVAL OF THE THE FOLLOWING ITEMS. — [1436, 216, 1768, 232]
note-item: 18. PROVIDE SPANDREL WATERPROOFING AT ALL STEEL LINTELS, DOOR AND WINDOW HEADS, MASONRY WINDOW SILLS AND WHERE EVER ELSE INDICATED ON THE DRAWINGS. USE NON FERROUS FLASHING FABRIC FLASHING AS MANUFACTURED BY "NERVASTRAL" TYPE SEAL PRUF OR AN APPROVED EQUAL. ANY WEEPS TO BE INSTALLED PER THE MANUFACTURER'S INSTRUCTIONS. INSTALL WEEP HOLES WHERE REQUIRED. — [403, 843, 709, 872]
section-10-title: SECTION 10 : MECHANICAL / PLUMBING (ONLY AS REQUIRED) — [1103, 164, 1275, 189]
note-item: 22. PROVIDE (3) 2X6" SPIKED AT BEARING POINTS OF ALL TRIPLE FRAMING MEMBERS UNLESS OTHERWISE NOTED ON PLANS. — [766, 466, 1079, 480]
insulation-value: R-10/R-13 — [1481, 1209, 1536, 1218]
design-load-value — [1608, 464, 1668, 477]
note-item: A) CRAWL SPACE FLOOR: RIGID INSULATION R-10 (3"R)(SEE DRAWING) — [766, 713, 952, 720]
note-item: 2. ALL LUMBER MATERIALS USED IN THE BUILDING SHALL BE GOOD, SOUND, DRY MATERIAL FREE FROM LOOSE AND LOOSE KNOTS, SHAKES AND OTHER IMPERFECTIONS WHEREBY THE STRENGTH MAY BE IMPAIRED AND OF SIZES INDICATED ON DRAWINGS. — [766, 127, 1075, 148]
firm-logo-block — [1816, 791, 2028, 871]
climate-subheader: TERMITE — [1314, 1112, 1344, 1128]
note-item: 8. PROVIDE CLEARANCES FROM FACES OF CONCRETE TO REINFORCEMENT AS FOLLOWS: — [403, 73, 644, 79]
note-item: 17. ANY REMAINING TOPSOIL IS TO BE DISPOSED OF AS DIRECTED BY THE OWNER AND OR HIS PROFESSIONAL CONSULTANT. — [81, 956, 376, 970]
note-item: 12. CONSTRUCT ALL OPENINGS, SLEEVES, CHASES, ETC. REQUIRED BY OTHER TRADES AND AS INDICATED ON THE DRAWINGS. — [403, 731, 710, 745]
climate-value: 1000 — [1546, 1128, 1593, 1144]
note-item: 18. CORNER BOARDS, FASCIA BOARDS, DOORS AND WINDOW CASINGS, AND DECORATIVE WOOD ITEMS SHALL BE WOOD 5/4" CEDAR OF SIZE, STYLE AND DESIGN AS INDICATED ON THE DRAWINGS. FIELD PRIME ALL CUTS AND BACK OF TRIM. — [766, 384, 1085, 405]
note-item: 5. SOIL MOISTURE TO BE WITHIN OPTIMUM MOISTURE CONTENT. BEFORE COMPACTING MOISTEN OR AERATE EACH LAYER TO PROVIDE OPTIMUM MOISTURE CONTENT. ANY SOIL WHICH IS TO WET TO COMPACT MUST BE REMOVED, STOCKPILED AND SPREAD AND ALLOWED TO DRY PRIOR TO COMPACTION. — [81, 725, 372, 746]
insulation-value: R-10/R-13 — [1581, 1209, 1635, 1218]
note-item: 6. SLAB EDGE INSULATION INSTALLED PER MANUFACTURER'S INSTRUCTIONS. — [1436, 674, 1648, 681]
note-item: 15. ROOF CONTRACTOR TO PROVIDE SHOP DRAWING FOR FLAT ROOF WATERPROOF MEMBRANE, RIGID INSULATION, AND INDICATE ALL PITCHES TO DRAIN...TYP. — [766, 820, 1078, 834]
note-item: 1. CONCRETE MASONRY UNITS (CMU) ARE TO BE GRADE "N", TYPE"1" CONFORMING TO A.S.T.M. C-90, "HOLLOW LOAD BEARING UNITS" CMU WIDTHS FOR WALL THICKNESS AS INDICATED ON THE DRAWINGS. PROVIDE CORNER, SASH, HALF HEIGHT AND ALL OTHER TYPES OF CMU REQUIRED TO COMPLETE MASONRY WALLS AS INDICATED. — [403, 490, 714, 511]
note-item: 9. PROVIDE CONTINUOUS RIDGE VENT AND SOFFIT VENTS. COORDINATE WITH CEDAR SHAKE & SHINGLE BUREAU REQUIREMENTS. — [766, 657, 1070, 671]
note-item: 7. ALL REINFORCEMENT IS TO BE SUPPORTED BY HIGH CHAIRS, SPACERS, SUPPORTS, ETC. AS NECESSARY FOR THE PROPER PLACEMENT OF THE REINFORCEMENT STEEL. — [81, 1103, 381, 1118]
insulation-value: R-19 — [1446, 1209, 1481, 1218]
note-item: 11. ALL DIMENSIONS AND LOCATIONS AS INDICATED ON THE DRAWINGS ARE TO BE CONSIDERED AS REASONABLY CORRECT, BUT IT IS UNDERSTOOD THAT THEY ARE SUBJECT TO MODIFICATIONS AS MAY BE NECESSARY OR DESIRABLE AT THE TIME OF INSTALLATION TO MEET ANY UNFORESEEN OR OTHER CONDITIONS. — [81, 331, 384, 352]
note-item: 10. PROVIDE ALL ANCHOR BOLTS WITH NUTS AND WASHERS, IN SIZES AND QUANTITIES INDICATED ON THE DRAWINGS, THAT ARE TO BE EMBEDDED INTO MASONRY. ANCHOR BOLTS ARE TO CONFORM TO THE STANDARDS OF A.S.T.M. A-307. — [403, 694, 713, 715]
note-item: 11. NO WATER, SOIL OR WASTE LINES SHALL BE EXPOSED IN UNINSULATED AND UNHEATED SPACES IN THE STRUCTURE. — [1103, 363, 1425, 370]
note-item: 23. ALL LVL'S TO BE 2.0E GRADE MICROLLAM — [766, 484, 884, 491]
sheet-number: A002 — [1967, 1188, 2020, 1213]
design-load-row — [1436, 411, 1781, 418]
note-item: 13. COMPLIANCE CERTIFICATE POSTED — [1436, 765, 1543, 772]
note-item: 12. ALL ROOFING & EXTERIOR WALL SIDING DESIGNATED AS CEDAR SHINGLES ON DRAWINGS SHALL BE #1 GRADE RED CEDAR PERFECTION SHINGLES (BLUE LABEL). CEDAR BUREAU. TEL. (604) 820-7700 WWW.CEDARBUREAU.ORG — [766, 1073, 1084, 1087]
note-item: 2. IC-RATED RECESSED LIGHTING FIXTURES SEALED AT HOUSING/INTERIOR FINISH AND LABELED TO INDICATE 2.0 CFM LEAKAGE AT 75 PA. — [1436, 609, 1761, 623]
insulation-header-row — [1102, 1194, 1636, 1209]
note-item: 12. W.W.F. IS TO LAP ONE FULL MESH SQUARE AT ALL SIDE AND END LAPS, AND BE WIRED TOGETHER. — [403, 201, 673, 208]
note-item: 8. THE SITE CONTRACTOR TO PROVIDE ALL LABOR, MATERIALS, TOOLS AND EQUIPMENT FOR EARTHWORK. — [81, 774, 367, 781]
climate-header: MEAN ANNUAL TEMP — [1592, 1103, 1635, 1128]
note-item: 2. CONTRACTOR SHALL MAINTAIN SAFE MEANS OF ACCESS TO AND FROM ALL POINTS OF CONSTRUCTION SITE AND CONFORM TO OSHA STANDARDS AND ALL APPLICABLE CODES. — [1436, 518, 1779, 532]
insulation-header: FENESTRATION U-FACTOR — [1142, 1194, 1201, 1209]
insulation-value: R-49 — [1313, 1218, 1352, 1227]
note-item: 17. THE OWNER AND/OR THE ARCHITECT RESERVES THE RIGHT TO REQUEST SUBMITTALS AND/OR SHOP DRAWINGS FOR APPROVAL ON ANY AND ALL ITEMS SPECIFIED ON THE DRAWINGS INCLUDING BUT NOT LIMITED TO STRUCTURAL STEEL, TRUSSES, REINFORCEMENT, DOOR HARDWARE, PLUMBING AND ELECTRICAL FIXTURES AND HVAC EQUIPMENT. THE CONTRACTOR SHALL SUBMIT (3) COPIES OF EQUIPMENT AND FIXTURE CUTS FOR ITEMS THAT THE CONTRACTOR IS REQUESTING TO SUBSTITUTE FOR THE ITEMS SPECIFIED ON THE DRAWINGS. — [81, 521, 381, 556]
note-item: 14. ALL PERIMETER OF ROOF COVERING SHALL HAVE ONE LAYER OF ICE AND WATER SHIELD BY "GRACE" OR APPROVED EQUAL @ MINIMUM 36" FROM INSIDE OF EXTERIOR WALL (SEE ELEVATIONS AND WALL SECTIONS) — [766, 801, 1057, 815]
note-item: 11. REMOVE ALL STUMPS, ROOTS, AND DEBRIS TO A DEPTH OF 24" IN THE AFFECTED AREA. — [81, 830, 323, 837]
note-item: 5. ALL STEEL REINFORCEMENT IS TO BE DEFORMED BARS OF INTERMEDIATE GRADE NEW BILLET STEEL A-615 GRADE 60. BENDS IN REINFORCEMENT ARE TO BE SHOP FABRICATED. FIELD BENDS WILL NOT BE PERMITTED. — [81, 1066, 374, 1080]
note-item: 9. ALL PLUMBING PIPING TO COMPLY WITH LOCAL CODE INCLUDE HOT AND COLD WATER SUPPLY PIPING. — [1103, 339, 1383, 346]
insulation-value: R-21 — [1352, 1218, 1405, 1227]
note-item: 2. ALL GLAZING IN DOORS, SHOWER / TUB ENCLOSURE AND DOORS, FIXED SIDE LIGHTS AND INTERIOR PARTITIONS WHERE SUCH GLAZING EXTENDS TO WITHIN 18" OF FLOOR LEVEL TO BE SHATTERPROOF TYPE GLASS. TEMPERED OR LAMINATED AS PER CODE REQUIREMENTS. (SEE PLANS FOR LOCATION) — [1103, 113, 1438, 134]
note-item: 3. PROVIDE SHOP DRAWINGS FOR ENGINEERED FLOOR JOISTS AND LAMINATED WOOD BEAMS. — [1436, 267, 1749, 275]
note-item: CAST AGAINST AND PERMANENTLY EXPOSED TO EARTH 3" — [403, 84, 559, 91]
note-item: 1. PLACEMENT OF FOOTING TO BE ON UNDISTURBED SOIL WITH A MINIMUM BEARING CAPACITY OF 4,000 LBS P.S.F. CONTRACTOR TO VERIFY AND REPORT TO ARCHITECT WITH RESULTS. — [81, 629, 371, 643]
rescheck-notes-title: RESCHECK ENERGY CODE NOTES : — [1436, 576, 1602, 587]
insulation-value: N/A — [1405, 1218, 1446, 1227]
section-3-title: SECTION 3 : CONCRETE (ONLY AS REQUIRED) — [81, 986, 318, 997]
note-item: 9. PROVIDE (2) 2X8 MINIMUM HEADER WHERE ROUGH OPENING DOES NOT EXCEED 3'-0". SEE HEADER SCHEDULE AND PLANS FOR SIZES. — [766, 230, 1082, 244]
note-item: 3. THE G.C. AND ALL SUBCONTRACTORS ARE TO FAMILIARIZE THEMSELVES WITH ALL APPLICABLE CODES AND REGULATIONS IN REGARDS TO THEIR WORK ON THIS PROJECT. — [81, 167, 374, 181]
design-load-key: C - — [1436, 431, 1443, 438]
issue-2: ISSUE #2: - - - — [1822, 988, 1866, 996]
note-item: 3. ALL WORKMANSHIP INCLUDING NAILING, BLOCKING, BRIDGING, ETC. SHALL CONFORM TO THE 2020 RESIDENTIAL CODE OF NEW YORK STATE AND O.S.H.A. REQUIREMENTS FOR NAILING. — [766, 153, 1073, 167]
note-item: B) CRAWL SPACE WALL: RIGID INSULATION R-10 (SEE DRAWINGS) — [766, 725, 939, 732]
note-item: 6. PLACE BACK FILL IN LAYERS NOT TO EXCEED 8" IN LOOSE DEPTH. — [81, 751, 263, 758]
section-11-notes — [1103, 515, 1443, 811]
note-item: 6. ALL FLASHING SHALL BE COPPER U.O.N. — [766, 615, 879, 622]
note-item: 1. SEE RESCHECK FULL COMPLIANCE REPORT — [1436, 343, 1562, 350]
note-item: 3. THE ELECTRICAL CONTRACTOR (E.C.) IS TO OBTAIN ALL PERMITS IN CONNECTION WITH THE ELECTRICAL WORK. — [1103, 552, 1409, 559]
design-load-row — [1436, 391, 1781, 398]
project-heading: PROJECT NAME AND LOCATION — [1822, 1025, 2021, 1037]
section-7-title: SECTION 7: THERMAL AND MOISTURE CONTROL — [766, 516, 1022, 528]
design-load-value — [1608, 411, 1668, 418]
section-4-notes — [403, 491, 718, 954]
design-loads-table — [1436, 391, 1781, 477]
insulation-value: REQUIRED — [1102, 1209, 1143, 1218]
note-item: 4. MORTAR IS TO BE TYPE "S" MORTAR IN CONFORMANCE WITH A.S.T.M. C-270 "MORTAR FOR UNIT MASONRY" AVERAGE COMPRESSIVE STRENGTH TO BE 1800 P.S.I. AT 28 DAYS. — [403, 553, 693, 567]
design-load-key — [1436, 444, 1458, 451]
design-load-key — [1436, 418, 1458, 425]
design-load-label: LIVE LOAD — [1458, 398, 1486, 405]
note-item: C) EXTERIOR WALLS CMU: FIBERGLASS BATT INSULATION R-20 — [766, 736, 933, 743]
project-address-line: 30 ARGYLE RD — [1947, 1066, 2020, 1077]
design-load-value — [1608, 391, 1668, 398]
section-8-notes — [766, 868, 1086, 1088]
note-item: 6. ALL REINFORCEMENT STEEL IS TO BE SECURELY WIRED TOGETHER IN THE FORMWORK. TWO WAY MATS OF STEEL ARE TO BE TIED AT ALTERNATE INTERSECTIONS BOTH WAYS. — [81, 1085, 375, 1099]
insulation-header: CLIMATE ZONE 4 — [1102, 1194, 1143, 1209]
insulation-header: CRAWL SPACE WALLS R-VALUE — [1581, 1194, 1635, 1209]
note-item: 16. THE G.C. IS TO SECURE AND PAY FEES FOR THE CERTIFICATE OF OCCUPANCY AFTER COMPLETION OF THE WORK AS INDICATED ON THE CONSTRUCTION DOCUMENTS, AND APPROVED CHANGE ORDERS. SUBMIT COPIES OF THE CERTIFICATE OF OCCUPANCY TO THE OWNER PRIOR TO SUBMITTING FOR FINAL PAYMENT, OR AS PER AGREEMENT WITH OWNER. — [81, 488, 379, 516]
column-general-data — [81, 73, 386, 1123]
